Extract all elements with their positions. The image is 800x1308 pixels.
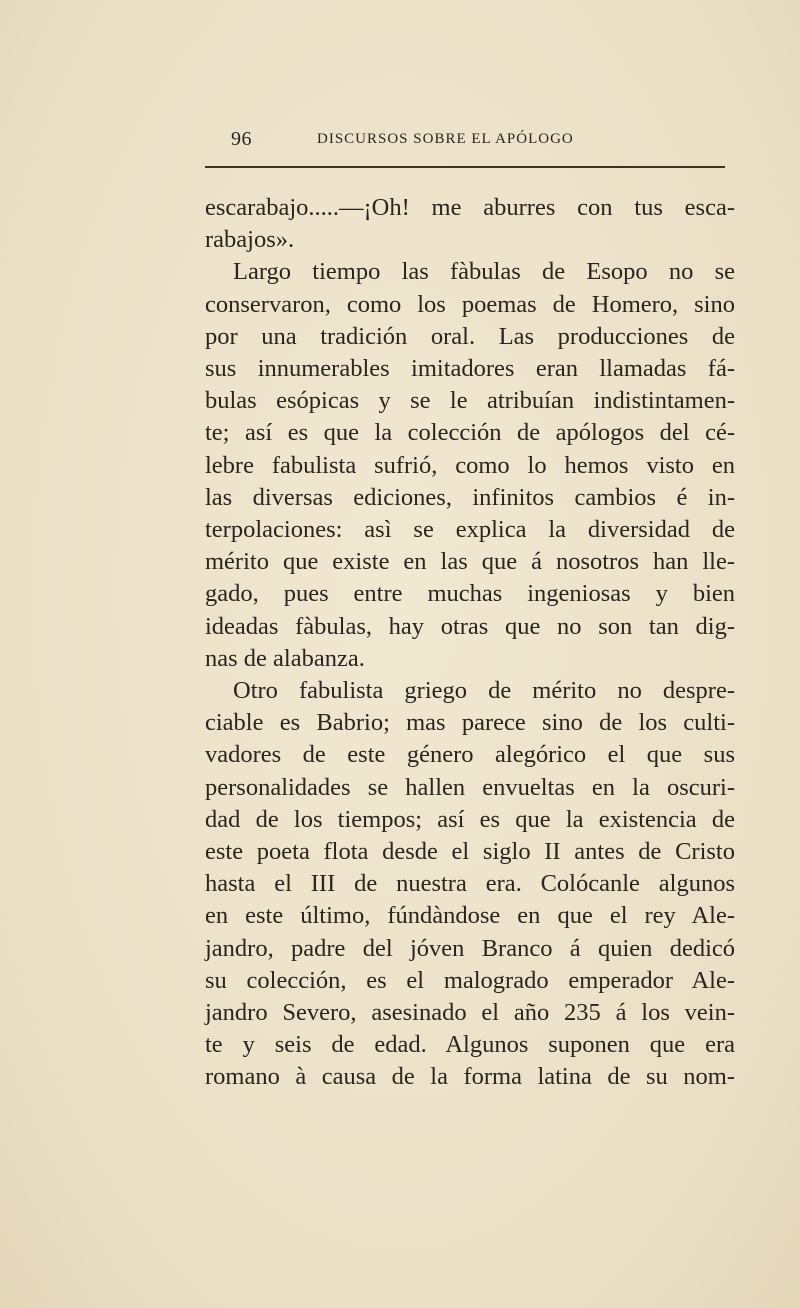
text-line: nas de alabanza. bbox=[205, 644, 365, 672]
text-line: romano à causa de la forma latina de su nom- bbox=[205, 1063, 735, 1091]
text-line: por una tradición oral. Las producciones de bbox=[205, 322, 735, 350]
text-line: dad de los tiempos; así es que la existencia de bbox=[205, 805, 735, 833]
text-line: gado, pues entre muchas ingeniosas y bien bbox=[205, 580, 735, 608]
text-line: las diversas ediciones, infinitos cambios é in- bbox=[205, 483, 735, 511]
header-rule bbox=[205, 166, 725, 168]
text-line: jandro Severo, asesinado el año 235 á los vein- bbox=[205, 999, 735, 1027]
body-text bbox=[205, 192, 735, 1094]
text-line: rabajos». bbox=[205, 226, 295, 254]
text-line: conservaron, como los poemas de Homero, sino bbox=[205, 290, 735, 318]
paragraph-first-line: Largo tiempo las fàbulas de Esopo no se bbox=[233, 258, 735, 286]
text-line: te y seis de edad. Algunos suponen que era bbox=[205, 1031, 735, 1059]
page-number: 96 bbox=[231, 128, 252, 150]
text-line: ideadas fàbulas, hay otras que no son tan dig- bbox=[205, 612, 735, 640]
text-line: lebre fabulista sufrió, como lo hemos visto en bbox=[205, 451, 735, 479]
running-title: DISCURSOS SOBRE EL APÓLOGO bbox=[317, 131, 574, 147]
text-line: sus innumerables imitadores eran llamadas fá- bbox=[205, 355, 735, 383]
text-line: ciable es Babrio; mas parece sino de los culti- bbox=[205, 709, 735, 737]
text-line: vadores de este género alegórico el que sus bbox=[205, 741, 735, 769]
text-line: su colección, es el malogrado emperador Ale- bbox=[205, 966, 735, 994]
page-header bbox=[205, 128, 725, 156]
text-line: terpolaciones: asì se explica la diversidad de bbox=[205, 516, 735, 544]
text-line: este poeta flota desde el siglo II antes de Cristo bbox=[205, 838, 735, 866]
text-line: personalidades se hallen envueltas en la oscuri- bbox=[205, 773, 735, 801]
text-line: jandro, padre del jóven Branco á quien dedicó bbox=[205, 934, 735, 962]
paragraph-first-line: Otro fabulista griego de mérito no despre- bbox=[233, 677, 735, 705]
text-line: te; así es que la colección de apólogos del cé- bbox=[205, 419, 735, 447]
text-line: bulas esópicas y se le atribuían indistintamen- bbox=[205, 387, 735, 415]
text-line: mérito que existe en las que á nosotros han lle- bbox=[205, 548, 735, 576]
text-line: en este último, fúndàndose en que el rey Ale- bbox=[205, 902, 735, 930]
text-line: escarabajo.....—¡Oh! me aburres con tus esca- bbox=[205, 194, 735, 221]
text-line: hasta el III de nuestra era. Colócanle algunos bbox=[205, 870, 735, 898]
